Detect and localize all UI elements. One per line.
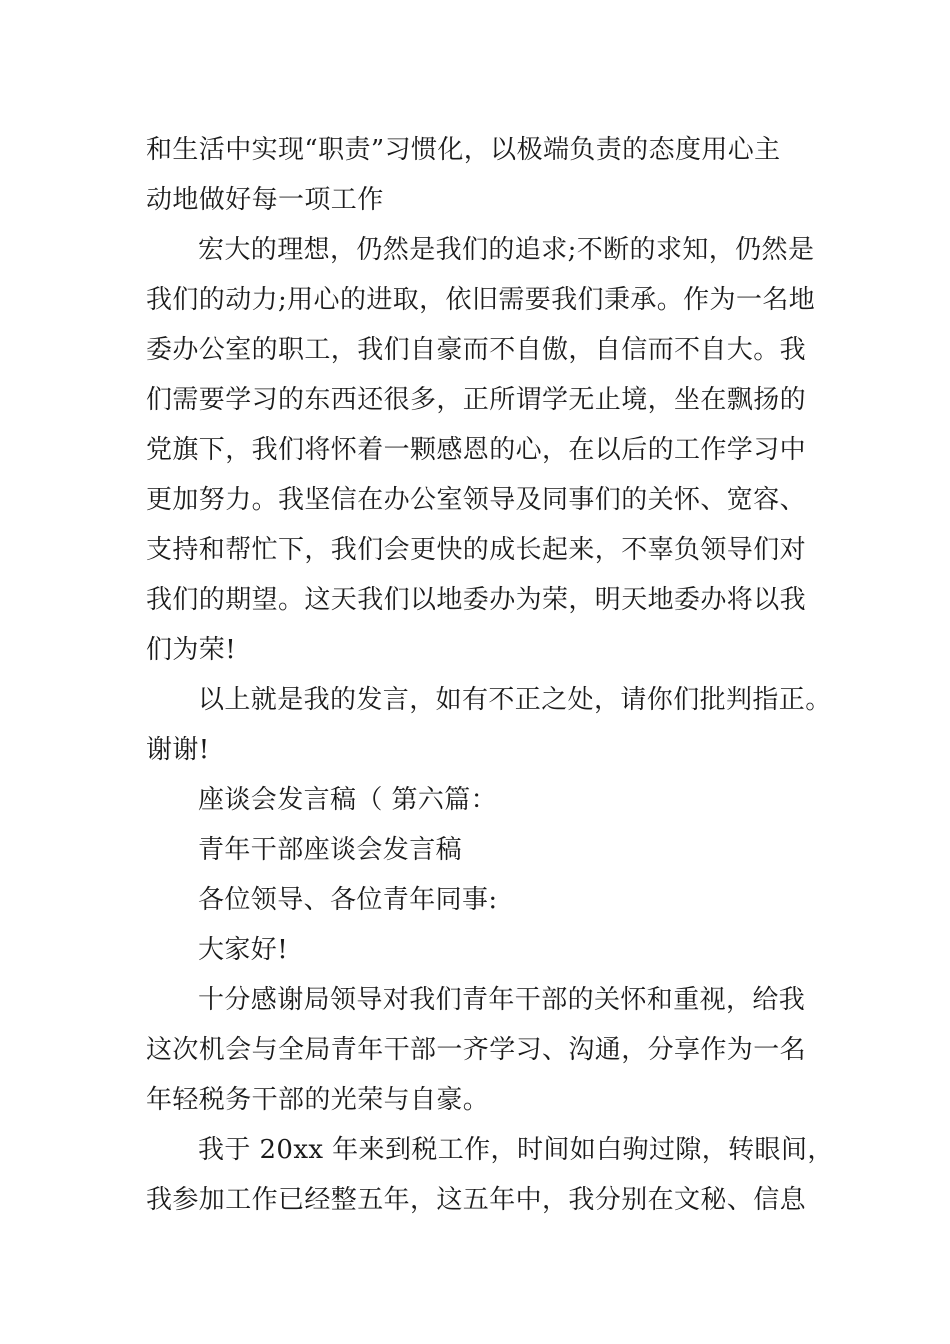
text-line: 支持和帮忙下，我们会更快的成长起来，不辜负领导们对 <box>146 535 807 565</box>
text-line: 我们的期望。这天我们以地委办为荣，明天地委办将以我 <box>146 585 807 615</box>
salutation: 各位领导、各位青年同事: <box>198 885 498 915</box>
text-line: 这次机会与全局青年干部一齐学习、沟通，分享作为一名 <box>146 1035 807 1065</box>
text-line: 党旗下，我们将怀着一颗感恩的心，在以后的工作学习中 <box>146 435 807 465</box>
text-line: 年轻税务干部的光荣与自豪。 <box>146 1085 490 1115</box>
paragraph-first-line: 以上就是我的发言，如有不正之处，请你们批判指正。 <box>198 685 832 715</box>
text-line: 更加努力。我坚信在办公室领导及同事们的关怀、宽容、 <box>146 485 807 515</box>
paragraph-first-line: 十分感谢局领导对我们青年干部的关怀和重视，给我 <box>198 985 806 1015</box>
text-line: 我参加工作已经整五年，这五年中，我分别在文秘、信息 <box>146 1185 807 1215</box>
section-heading: 座谈会发言稿（ 第六篇： <box>198 785 498 815</box>
text-line: 我们的动力;用心的进取，依旧需要我们秉承。作为一名地 <box>146 285 816 315</box>
greeting: 大家好! <box>198 935 289 965</box>
text-line: 委办公室的职工，我们自豪而不自傲，自信而不自大。我 <box>146 335 807 365</box>
speech-title: 青年干部座谈会发言稿 <box>198 835 463 865</box>
text-line: 们为荣! <box>146 635 237 665</box>
text-line: 们需要学习的东西还很多，正所谓学无止境，坐在飘扬的 <box>146 385 807 415</box>
paragraph-first-line: 我于 20xx 年来到税工作，时间如白驹过隙，转眼间， <box>198 1135 834 1165</box>
paragraph-first-line: 宏大的理想，仍然是我们的追求;不断的求知，仍然是 <box>198 235 815 265</box>
text-line: 动地做好每一项工作 <box>146 185 384 215</box>
text-line: 和生活中实现“职责”习惯化，以极端负责的态度用心主 <box>146 135 781 165</box>
text-line: 谢谢! <box>146 735 210 765</box>
